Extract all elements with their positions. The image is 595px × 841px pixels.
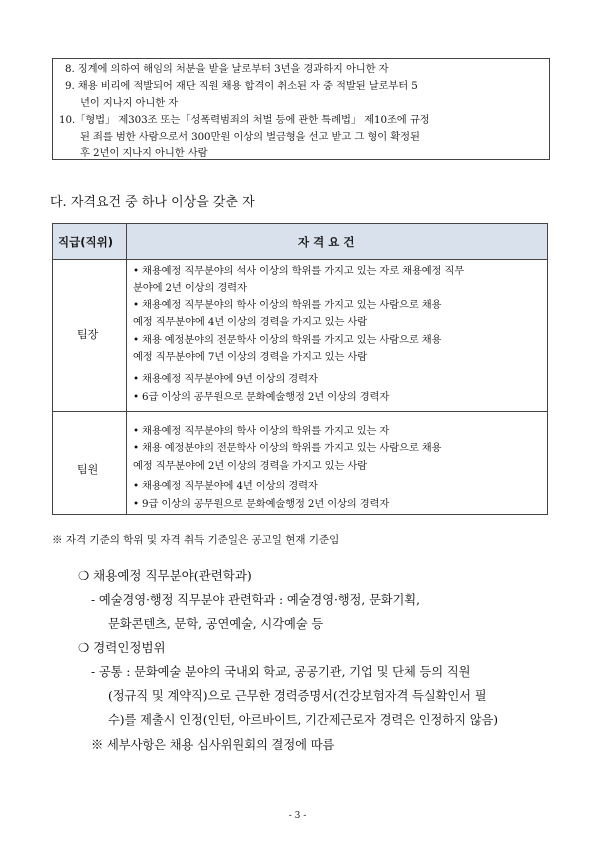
note-final: ※ 세부사항은 채용 심사위원회의 결정에 따름 [91,738,335,752]
field-line: - 예술경영·행정 직무분야 관련학과 : 예술경영·행정, 문화기획, [91,593,420,607]
header-requirements: 자 격 요 건 [298,235,355,249]
requirement-line: • 6급 이상의 공무원으로 문화예술행정 2년 이상의 경력자 [133,391,390,403]
requirement-line: 분야에 2년 이상의 경력자 [133,282,247,294]
requirement-line: • 채용예정 직무분야의 학사 이상의 학위를 가지고 있는 자 [133,425,390,437]
page-number: - 3 - [288,811,307,821]
header-rank: 직급(직위) [58,235,113,249]
section-title: 다. 자격요건 중 하나 이상을 갖춘 자 [50,195,255,210]
requirement-line: • 채용예정 직무분야에 4년 이상의 경력자 [133,480,318,492]
requirement-line: 예정 직무분야에 2년 이상의 경력을 가지고 있는 사람 [133,460,367,472]
career-line: 수)를 제출시 인정(인턴, 아르바이트, 기간제근로자 경력은 인정하지 않음) [108,713,498,727]
disqualification-item-9-cont: 년이 지나지 아니한 자 [80,97,179,109]
career-line: (정규직 및 계약직)으로 근무한 경력증명서(건강보험자격 득실확인서 필 [108,689,487,703]
disqualification-box [52,58,550,160]
disqualification-item-9: 9. 채용 비리에 적발되어 재단 직원 채용 합격이 취소된 자 중 적발된 날로부터 5 [65,80,418,92]
field-line: 문화콘텐츠, 문학, 공연예술, 시각예술 등 [108,617,324,631]
requirement-line: • 채용예정 직무분야의 학사 이상의 학위를 가지고 있는 사람으로 채용 [133,299,442,311]
column-divider [126,224,127,514]
requirement-line: 예정 직무분야에 7년 이상의 경력을 가지고 있는 사람 [133,351,367,363]
rank-team-leader: 팀장 [77,328,99,341]
requirement-line: • 채용 예정분야의 전문학사 이상의 학위를 가지고 있는 사람으로 채용 [133,442,442,454]
disqualification-item-10: 10.「형법」 제303조 또는「성폭력범죄의 처벌 등에 관한 특례법」 제10조에 규정 [59,114,430,126]
qualification-table [52,223,548,515]
requirement-line: • 9급 이상의 공무원으로 문화예술행정 2년 이상의 경력자 [133,498,390,510]
disqualification-item-8: 8. 징계에 의하여 해임의 처분을 받을 날로부터 3년을 경과하지 아니한 자 [65,63,389,75]
disqualification-item-10-cont2: 후 2년이 지나지 아니한 사람 [80,147,208,159]
field-heading: ❍ 채용예정 직무분야(관련학과) [78,568,252,583]
requirement-line: • 채용예정 직무분야에 9년 이상의 경력자 [133,373,318,385]
table-header-row [53,224,547,260]
requirement-line: • 채용 예정분야의 전문학사 이상의 학위를 가지고 있는 사람으로 채용 [133,334,442,346]
career-line: - 공통 : 문화예술 분야의 국내외 학교, 공공기관, 기업 및 단체 등의 직원 [91,665,471,679]
rank-team-member: 팀원 [77,463,99,476]
disqualification-item-10-cont1: 된 죄를 범한 사람으로서 300만원 이상의 벌금형을 선고 받고 그 형이 확정된 [80,131,420,143]
career-heading: ❍ 경력인정범위 [78,640,166,655]
requirement-line: 예정 직무분야에 4년 이상의 경력을 가지고 있는 사람 [133,316,367,328]
note-qualification-basis: ※ 자격 기준의 학위 및 자격 취득 기준일은 공고일 현재 기준임 [52,534,340,546]
row-divider [53,411,547,412]
requirement-line: • 채용예정 직무분야의 석사 이상의 학위를 가지고 있는 자로 채용예정 직무 [133,265,465,277]
